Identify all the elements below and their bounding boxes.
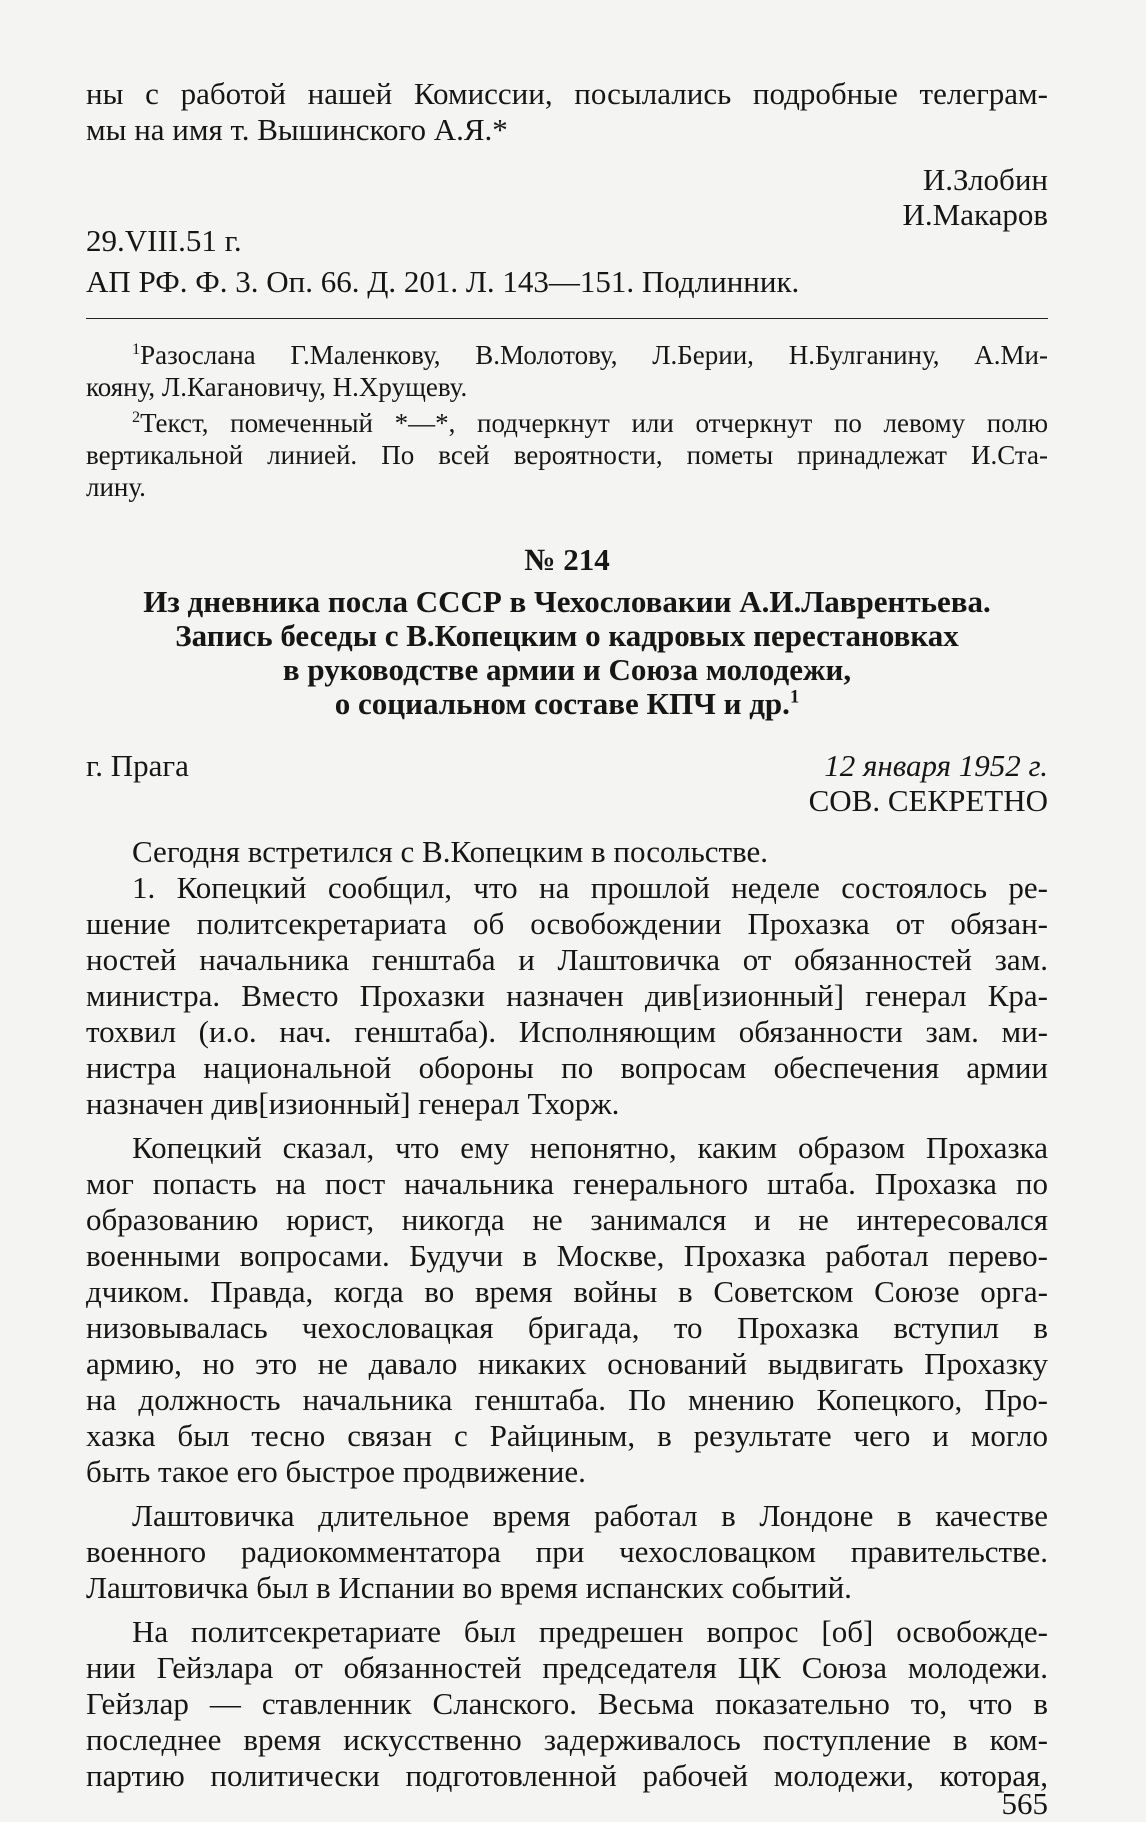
signature-zlobin: И.Злобин [922, 162, 1048, 197]
body-line: Копецкий сказал, что ему непонятно, каким образом Прохазка [132, 1130, 1048, 1165]
body-line: армию, но это не давало никаких оснований выдвигать Прохазку [86, 1346, 1048, 1381]
body-line: Лаштовичка был в Испании во время испанских событий. [86, 1570, 852, 1605]
footnote-1-line: кояну, Л.Кагановичу, Н.Хрущеву. [86, 372, 468, 402]
body-line: Сегодня встретился с В.Копецким в посольстве. [132, 834, 769, 869]
footnote-2-line: лину. [86, 472, 146, 502]
classification-stamp: СОВ. СЕКРЕТНО [808, 783, 1048, 818]
body-line: быть такое его быстрое продвижение. [86, 1454, 586, 1489]
body-line: министра. Вместо Прохазки назначен див[изионный] генерал Кра- [86, 978, 1048, 1013]
footnote-marker: 2 [132, 408, 141, 426]
body-line: шение политсекретариата об освобождении Прохазка от обязан- [86, 906, 1048, 941]
body-line: хазка был тесно связан с Райциным, в результате чего и могло [86, 1418, 1048, 1453]
document-date: 12 января 1952 г. [824, 748, 1048, 783]
body-line: Гейзлар — ставленник Сланского. Весьма показательно то, что в [86, 1686, 1048, 1721]
place-date-row [86, 748, 1048, 784]
title-footnote-marker: 1 [789, 686, 800, 708]
signature-date: 29.VIII.51 г. [86, 223, 242, 258]
footnote-1-line: $^1$Разослана Г.Маленкову, В.Молотову, Л.Берии, Н.Булганину, А.Ми- [132, 340, 1048, 370]
body-line: образованию юрист, никогда не занимался и не интересовался [86, 1202, 1048, 1237]
document-place: г. Прага [86, 748, 189, 783]
body-line: назначен див[изионный] генерал Тхорж. [86, 1086, 620, 1121]
body-line: мог попасть на пост начальника генерального штаба. Прохазка по [86, 1166, 1048, 1201]
document-title-line: в руководстве армии и Союза молодежи, [282, 652, 852, 687]
body-line: 1. Копецкий сообщил, что на прошлой неделе состоялось ре- [132, 870, 1048, 905]
body-line: дчиком. Правда, когда во время войны в Советском Союзе орга- [86, 1274, 1048, 1309]
body-line: низовывалась чехословацкая бригада, то Прохазка вступил в [86, 1310, 1048, 1345]
footnote-divider [86, 318, 1048, 319]
body-line: тохвил (и.о. нач. генштаба). Исполняющим обязанности зам. ми- [86, 1014, 1048, 1049]
body-line: последнее время искусственно задерживалось поступление в ком- [86, 1722, 1048, 1757]
body-line: военного радиокомментатора при чехословацком правительстве. [86, 1534, 1048, 1569]
body-line: ностей начальника генштаба и Лаштовичка от обязанностей зам. [86, 942, 1048, 977]
signature-makarov: И.Макаров [902, 197, 1048, 232]
body-line: На политсекретариате был предрешен вопрос [об] освобожде- [132, 1614, 1048, 1649]
page-number: 565 [1001, 1786, 1048, 1821]
document-title-line: Запись беседы с В.Копецким о кадровых перестановках [175, 618, 959, 653]
continuation-line: ны с работой нашей Комиссии, посылались подробные телеграм- [86, 76, 1048, 111]
footnote-marker: 1 [132, 340, 141, 358]
archive-reference: АП РФ. Ф. 3. Оп. 66. Д. 201. Л. 143—151. Подлинник. [86, 264, 800, 299]
document-number: № 214 [524, 542, 610, 577]
footnote-2-line: $^2$Текст, помеченный *—*, подчеркнут или отчеркнут по левому полю [132, 408, 1048, 438]
body-line: Лаштовичка длительное время работал в Лондоне в качестве [132, 1498, 1048, 1533]
footnote-2-line: вертикальной линией. По всей вероятности, пометы принадлежат И.Ста- [86, 440, 1048, 470]
body-line: нии Гейзлара от обязанностей председателя ЦК Союза молодежи. [86, 1650, 1048, 1685]
body-line: партию политически подготовленной рабочей молодежи, которая, [86, 1758, 1048, 1793]
document-title-line: Из дневника посла СССР в Чехословакии А.И.Лаврентьева. [143, 584, 991, 619]
body-line: нистра национальной обороны по вопросам обеспечения армии [86, 1050, 1048, 1085]
body-line: военными вопросами. Будучи в Москве, Прохазка работал перево- [86, 1238, 1048, 1273]
continuation-line: мы на имя т. Вышинского А.Я.* [86, 112, 508, 147]
body-line: на должность начальника генштаба. По мнению Копецкого, Про- [86, 1382, 1048, 1417]
document-title-line: о социальном составе КПЧ и др.$^1$ [334, 686, 800, 721]
